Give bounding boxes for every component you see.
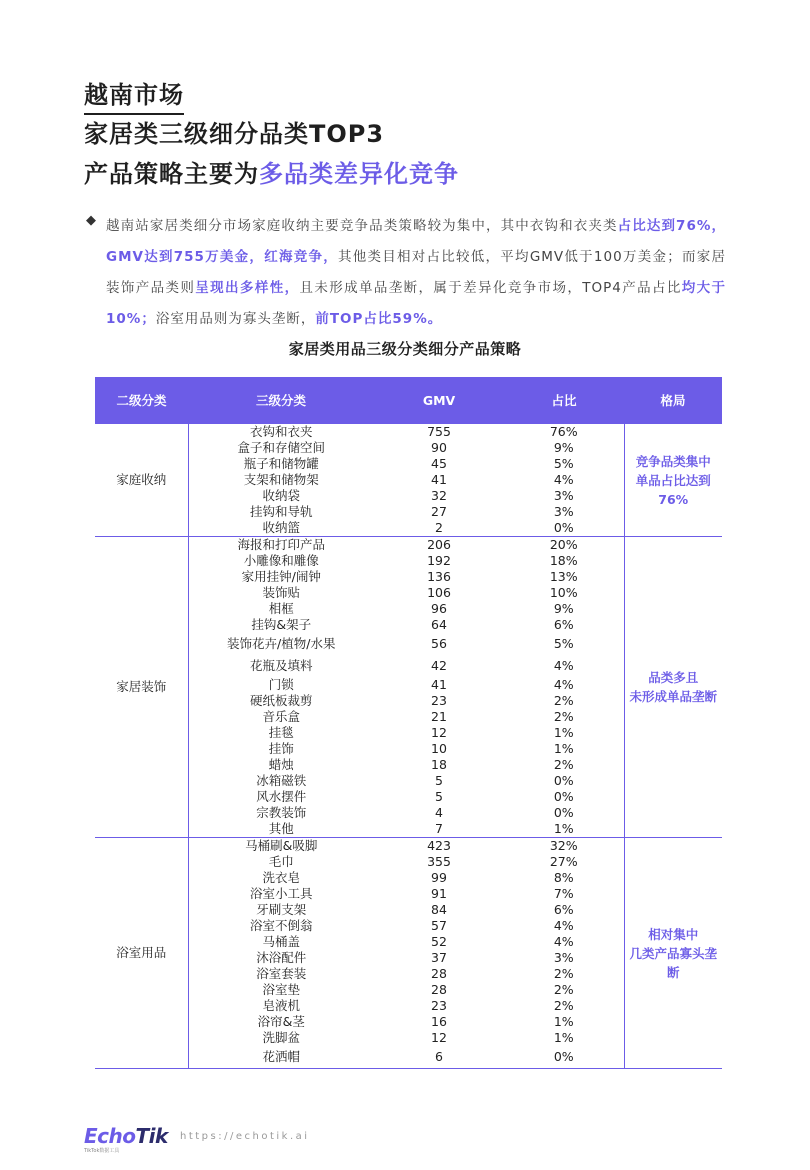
gmv-cell: 41 xyxy=(431,472,447,487)
share-cell: 2% xyxy=(553,966,574,981)
level3-category-cell: 其他 xyxy=(188,821,374,838)
level3-category-cell: 瓶子和储物罐 xyxy=(243,456,319,471)
level3-category-cell: 支架和储物架 xyxy=(243,472,319,487)
level3-category-cell: 门锁 xyxy=(268,677,294,692)
gmv-cell: 23 xyxy=(431,998,447,1013)
pattern-line-1: 相对集中 xyxy=(648,926,699,942)
table-header-row xyxy=(95,377,722,424)
share-cell: 3% xyxy=(553,488,574,503)
level3-category-cell: 盒子和存储空间 xyxy=(237,440,325,455)
level3-category-cell: 花瓶及填料 xyxy=(249,658,313,673)
share-cell: 0% xyxy=(553,789,574,804)
table-body xyxy=(95,424,722,1069)
share-cell: 6% xyxy=(553,902,574,917)
summary-highlight: 前TOP占比59%。 xyxy=(315,311,443,327)
share-cell: 4% xyxy=(553,472,574,487)
level3-category-cell: 牙刷支架 xyxy=(256,902,307,917)
gmv-cell: 18 xyxy=(431,757,447,772)
level3-category-cell: 马桶盖 xyxy=(262,934,300,949)
gmv-cell: 52 xyxy=(431,934,447,949)
header-level2: 二级分类 xyxy=(95,377,188,424)
gmv-cell: 45 xyxy=(431,456,447,471)
gmv-cell: 2 xyxy=(374,520,504,537)
share-cell: 9% xyxy=(553,440,574,455)
share-cell: 4% xyxy=(553,677,574,692)
level3-category-cell: 浴帘&茎 xyxy=(257,1014,305,1029)
logo-part-a: Echo xyxy=(84,1124,136,1148)
share-cell: 10% xyxy=(549,585,578,600)
market-heading: 越南市场 xyxy=(84,80,184,115)
level3-category-cell: 挂毯 xyxy=(268,725,294,740)
gmv-cell: 16 xyxy=(431,1014,447,1029)
gmv-cell: 192 xyxy=(427,553,451,568)
gmv-cell: 5 xyxy=(435,789,443,804)
share-cell: 1% xyxy=(553,1030,574,1045)
summary-paragraph xyxy=(106,211,726,335)
share-cell: 1% xyxy=(553,725,574,740)
gmv-cell: 423 xyxy=(374,838,504,855)
echotik-logo xyxy=(84,1124,168,1148)
share-cell: 2% xyxy=(553,757,574,772)
gmv-cell: 91 xyxy=(431,886,447,901)
level3-category-cell: 毛巾 xyxy=(268,854,294,869)
gmv-cell: 10 xyxy=(431,741,447,756)
table-row xyxy=(95,838,722,855)
share-cell: 18% xyxy=(549,553,578,568)
level3-category-cell: 洗衣皂 xyxy=(262,870,300,885)
diamond-bullet-icon: ◆ xyxy=(86,213,96,228)
summary-text: 越南站家居类细分市场家庭收纳主要竞争品类策略较为集中，其中衣钩和衣夹类 xyxy=(106,218,618,234)
share-cell: 2% xyxy=(553,982,574,997)
gmv-cell: 755 xyxy=(374,424,504,441)
level3-category-cell: 家用挂钟/闹钟 xyxy=(241,569,321,584)
share-cell: 3% xyxy=(553,950,574,965)
level3-category-cell: 浴室套装 xyxy=(256,966,307,981)
footer-url: https://echotik.ai xyxy=(180,1131,310,1142)
gmv-cell: 355 xyxy=(427,854,451,869)
header-level3: 三级分类 xyxy=(188,377,374,424)
share-cell: 5% xyxy=(553,456,574,471)
share-cell: 5% xyxy=(553,636,574,651)
pattern-line-2: 未形成单品垄断 xyxy=(629,689,717,704)
pattern-line-2: 几类产品寡头垄断 xyxy=(629,945,717,980)
share-cell: 6% xyxy=(553,617,574,632)
gmv-cell: 7 xyxy=(374,821,504,838)
page-title: 家居类三级细分品类TOP3 xyxy=(84,120,385,148)
share-cell: 2% xyxy=(553,693,574,708)
pattern-line-1: 品类多且 xyxy=(648,670,699,685)
pattern-line-2: 单品占比达到76% xyxy=(635,472,711,507)
level3-category-cell: 花洒帽 xyxy=(188,1046,374,1069)
share-cell: 0% xyxy=(553,805,574,820)
level3-category-cell: 小雕像和雕像 xyxy=(243,553,319,568)
share-cell: 7% xyxy=(553,886,574,901)
level3-category-cell: 装饰贴 xyxy=(262,585,300,600)
gmv-cell: 12 xyxy=(431,1030,447,1045)
level2-category-cell: 家居装饰 xyxy=(95,537,188,838)
header-share: 占比 xyxy=(504,377,624,424)
header-pattern: 格局 xyxy=(624,377,722,424)
table-row xyxy=(95,424,722,441)
share-cell: 2% xyxy=(553,709,574,724)
level3-category-cell: 相框 xyxy=(268,601,294,616)
share-cell: 1% xyxy=(504,821,624,838)
level3-category-cell: 沐浴配件 xyxy=(256,950,307,965)
share-cell: 13% xyxy=(549,569,578,584)
level2-category-cell: 家庭收纳 xyxy=(95,424,188,537)
level3-category-cell: 硬纸板裁剪 xyxy=(249,693,313,708)
level3-category-cell: 蜡烛 xyxy=(268,757,294,772)
level3-category-cell: 风水摆件 xyxy=(256,789,307,804)
share-cell: 20% xyxy=(504,537,624,554)
gmv-cell: 41 xyxy=(431,677,447,692)
gmv-cell: 96 xyxy=(431,601,447,616)
summary-text: 浴室用品则为寡头垄断， xyxy=(155,311,316,327)
level3-category-cell: 音乐盒 xyxy=(262,709,300,724)
level3-category-cell: 挂钩和导轨 xyxy=(249,504,313,519)
pattern-cell xyxy=(624,537,722,838)
gmv-cell: 4 xyxy=(435,805,443,820)
summary-text: 其他类目相对占比较低，平均GMV低于100万美金；而家居装饰产品类则 xyxy=(106,249,726,296)
gmv-cell: 84 xyxy=(431,902,447,917)
level3-category-cell: 收纳篮 xyxy=(188,520,374,537)
summary-text: 且未形成单品垄断，属于差异化竞争市场，TOP4产品占比 xyxy=(299,280,682,296)
gmv-cell: 12 xyxy=(431,725,447,740)
logo-part-b: Tik xyxy=(135,1124,168,1148)
table-title: 家居类用品三级分类细分产品策略 xyxy=(288,340,522,358)
pattern-cell xyxy=(624,424,722,537)
gmv-cell: 64 xyxy=(431,617,447,632)
gmv-cell: 28 xyxy=(431,982,447,997)
subtitle-highlight: 多品类差异化竞争 xyxy=(259,160,459,188)
gmv-cell: 136 xyxy=(427,569,451,584)
share-cell: 0% xyxy=(504,520,624,537)
gmv-cell: 5 xyxy=(435,773,443,788)
header-gmv: GMV xyxy=(374,377,504,424)
share-cell: 1% xyxy=(553,1014,574,1029)
gmv-cell: 106 xyxy=(427,585,451,600)
table-row xyxy=(95,537,722,554)
level3-category-cell: 海报和打印产品 xyxy=(188,537,374,554)
subtitle-plain: 产品策略主要为 xyxy=(84,160,259,188)
share-cell: 4% xyxy=(553,918,574,933)
logo-tagline: TikTok数据工具 xyxy=(84,1148,120,1154)
gmv-cell: 23 xyxy=(431,693,447,708)
share-cell: 0% xyxy=(504,1046,624,1069)
share-cell: 76% xyxy=(504,424,624,441)
level3-category-cell: 衣钩和衣夹 xyxy=(188,424,374,441)
gmv-cell: 57 xyxy=(431,918,447,933)
level3-category-cell: 浴室不倒翁 xyxy=(249,918,313,933)
share-cell: 32% xyxy=(504,838,624,855)
level3-category-cell: 冰箱磁铁 xyxy=(256,773,307,788)
level3-category-cell: 宗教装饰 xyxy=(256,805,307,820)
level3-category-cell: 浴室小工具 xyxy=(249,886,313,901)
gmv-cell: 90 xyxy=(431,440,447,455)
gmv-cell: 206 xyxy=(374,537,504,554)
level2-category-cell: 浴室用品 xyxy=(95,838,188,1069)
gmv-cell: 28 xyxy=(431,966,447,981)
share-cell: 0% xyxy=(553,773,574,788)
share-cell: 3% xyxy=(553,504,574,519)
summary-highlight: 均大于10%； xyxy=(106,280,727,327)
summary-highlight: 占比达到76%，GMV达到755万美金，红海竞争， xyxy=(106,218,726,265)
pattern-line-1: 竞争品类集中 xyxy=(635,453,711,469)
share-cell: 8% xyxy=(553,870,574,885)
gmv-cell: 56 xyxy=(431,636,447,651)
gmv-cell: 21 xyxy=(431,709,447,724)
level3-category-cell: 皂液机 xyxy=(262,998,300,1013)
share-cell: 4% xyxy=(553,658,574,673)
summary-highlight: 呈现出多样性， xyxy=(195,280,300,296)
share-cell: 2% xyxy=(553,998,574,1013)
gmv-cell: 32 xyxy=(431,488,447,503)
share-cell: 4% xyxy=(553,934,574,949)
gmv-cell: 42 xyxy=(431,658,447,673)
level3-category-cell: 挂饰 xyxy=(268,741,294,756)
gmv-cell: 27 xyxy=(431,504,447,519)
gmv-cell: 99 xyxy=(431,870,447,885)
gmv-cell: 37 xyxy=(431,950,447,965)
share-cell: 1% xyxy=(553,741,574,756)
level3-category-cell: 马桶刷&吸脚 xyxy=(188,838,374,855)
level3-category-cell: 浴室垫 xyxy=(262,982,300,997)
level3-category-cell: 洗脚盆 xyxy=(262,1030,300,1045)
level3-category-cell: 收纳袋 xyxy=(262,488,300,503)
pattern-cell xyxy=(624,838,722,1069)
level3-category-cell: 挂钩&架子 xyxy=(251,617,312,632)
share-cell: 9% xyxy=(553,601,574,616)
share-cell: 27% xyxy=(549,854,578,869)
page-subtitle xyxy=(84,158,459,190)
level3-category-cell: 装饰花卉/植物/水果 xyxy=(227,636,336,651)
category-strategy-table xyxy=(95,377,722,1069)
gmv-cell: 6 xyxy=(374,1046,504,1069)
